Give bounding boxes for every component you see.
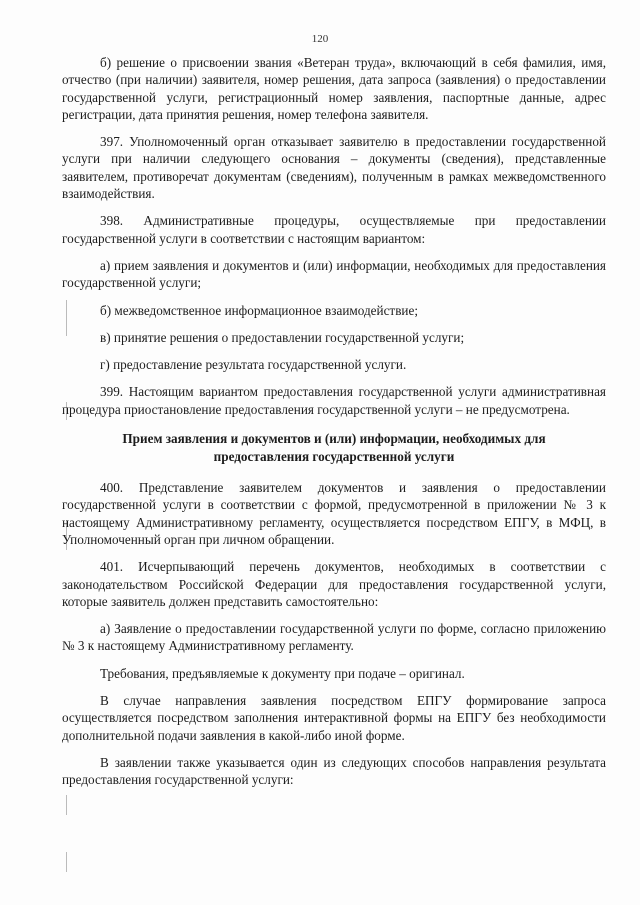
paragraph-result-method: В заявлении также указывается один из следующих способов направления результата предоставления государственной услуги: — [62, 754, 606, 788]
list-item-b: б) межведомственное информационное взаимодействие; — [100, 302, 418, 318]
paragraph-400: 400. Представление заявителем документов и заявления о предоставлении государственной услуги в соответствии с формой, предусмотренной в приложении № 3 к настоящему Административному регламенту, осуществляется посредством ЕПГУ, в МФЦ, в Уполномоченный орган при личном обращении. — [62, 480, 606, 547]
scan-mark — [66, 852, 67, 872]
list-item-v: в) принятие решения о предоставлении государственной услуги; — [100, 329, 465, 345]
page-number: 120 — [311, 33, 329, 45]
paragraph-decision-details: б) решение о присвоении звания «Ветеран труда», включающий в себя фамилия, имя, отчество (при наличии) заявителя, номер решения, дата запроса (заявления) о предоставлении государственной услуги, регистрационный номер заявления, паспортные данные, адрес регистрации, дата принятия решения, номер телефона заявителя. — [62, 55, 606, 122]
section-heading: Прием заявления и документов и (или) информации, необходимых для предоставления государственной услуги — [122, 431, 546, 464]
paragraph-398: 398. Административные процедуры, осуществляемые при предоставлении государственной услуги в соответствии с настоящим вариантом: — [62, 213, 606, 246]
list-item-g: г) предоставление результата государственной услуги. — [100, 357, 407, 373]
paragraph-requirements: Требования, предъявляемые к документу при подаче – оригинал. — [100, 665, 465, 681]
paragraph-epgu: В случае направления заявления посредством ЕПГУ формирование запроса осуществляется посредством заполнения интерактивной формы на ЕПГУ без необходимости дополнительной подачи заявления в какой-либо иной форме. — [62, 693, 606, 743]
paragraph-401: 401. Исчерпывающий перечень документов, необходимых в соответствии с законодательством Российской Федерации для предоставления государственной услуги, которые заявитель должен представить самостоятельно: — [62, 559, 606, 609]
paragraph-397: 397. Уполномоченный орган отказывает заявителю в предоставлении государственной услуги при наличии следующего основания – документы (сведения), представленные заявителем, противоречат документам (сведениям), полученным в рамках межведомственного взаимодействия. — [62, 134, 606, 202]
list-item-a: а) прием заявления и документов и (или) информации, необходимых для предоставления государственной услуги; — [62, 257, 606, 291]
document-body — [62, 54, 606, 799]
list-item-application: а) Заявление о предоставлении государственной услуги по форме, согласно приложению № 3 к настоящему Административному регламенту. — [62, 621, 606, 654]
paragraph-399: 399. Настоящим вариантом предоставления государственной услуги административная процедура приостановление предоставления государственной услуги – не предусмотрена. — [62, 384, 606, 417]
